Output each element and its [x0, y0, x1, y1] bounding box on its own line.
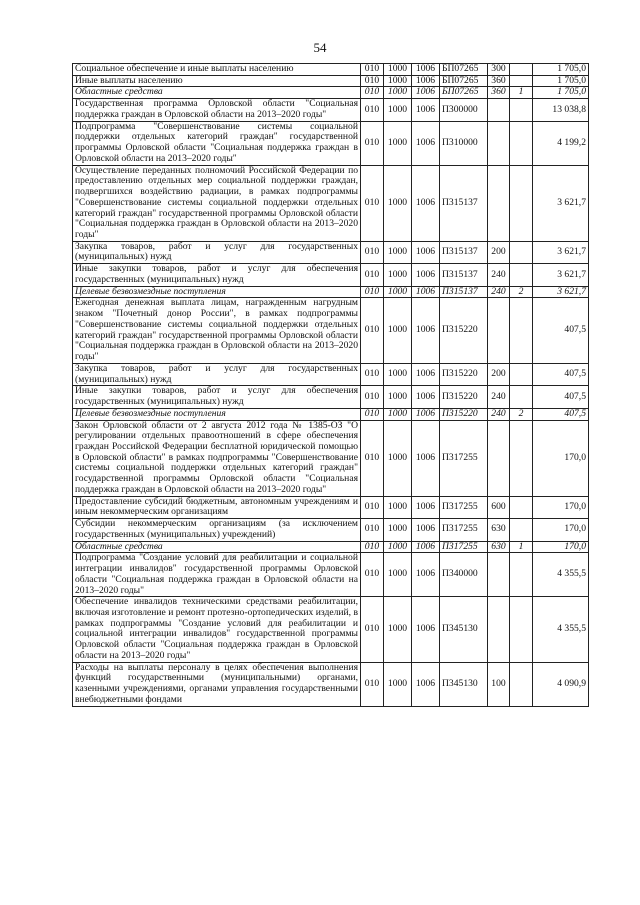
rz-code-cell: 010: [361, 386, 384, 408]
source-code-cell: [510, 264, 533, 286]
source-code-cell: 1: [510, 541, 533, 553]
source-code-cell: 2: [510, 286, 533, 298]
ps-code-cell: 1006: [412, 99, 440, 121]
pr-code-cell: 1000: [384, 386, 412, 408]
source-code-cell: [510, 420, 533, 496]
rz-code-cell: 010: [361, 264, 384, 286]
vr-code-cell: 240: [488, 408, 510, 420]
row-name-cell: Закупка товаров, работ и услуг для государственных (муниципальных) нужд: [73, 363, 361, 385]
source-code-cell: [510, 121, 533, 165]
rz-code-cell: 010: [361, 99, 384, 121]
csr-code-cell: П315137: [440, 286, 488, 298]
table-body: [73, 64, 589, 707]
csr-code-cell: П317255: [440, 519, 488, 541]
csr-code-cell: П310000: [440, 121, 488, 165]
source-code-cell: [510, 64, 533, 76]
rz-code-cell: 010: [361, 597, 384, 662]
table-row: [73, 87, 589, 99]
row-name-cell: Иные закупки товаров, работ и услуг для обеспечения государственных (муниципальных) нужд: [73, 386, 361, 408]
amount-cell: 1 705,0: [533, 64, 589, 76]
source-code-cell: [510, 597, 533, 662]
ps-code-cell: 1006: [412, 553, 440, 597]
ps-code-cell: 1006: [412, 264, 440, 286]
csr-code-cell: П315220: [440, 363, 488, 385]
csr-code-cell: П315220: [440, 386, 488, 408]
pr-code-cell: 1000: [384, 298, 412, 363]
amount-cell: 170,0: [533, 420, 589, 496]
row-name-cell: Социальное обеспечение и иные выплаты населению: [73, 64, 361, 76]
csr-code-cell: П315137: [440, 165, 488, 241]
table-row: [73, 662, 589, 706]
csr-code-cell: П317255: [440, 541, 488, 553]
table-row: [73, 363, 589, 385]
ps-code-cell: 1006: [412, 408, 440, 420]
table-row: [73, 408, 589, 420]
pr-code-cell: 1000: [384, 553, 412, 597]
source-code-cell: [510, 496, 533, 518]
vr-code-cell: 360: [488, 87, 510, 99]
vr-code-cell: [488, 597, 510, 662]
rz-code-cell: 010: [361, 298, 384, 363]
row-name-cell: Государственная программа Орловской области "Социальная поддержка граждан в Орловской области на 2013–2020 годы": [73, 99, 361, 121]
pr-code-cell: 1000: [384, 408, 412, 420]
amount-cell: 407,5: [533, 408, 589, 420]
pr-code-cell: 1000: [384, 597, 412, 662]
rz-code-cell: 010: [361, 363, 384, 385]
table-row: [73, 298, 589, 363]
source-code-cell: [510, 165, 533, 241]
ps-code-cell: 1006: [412, 363, 440, 385]
ps-code-cell: 1006: [412, 496, 440, 518]
source-code-cell: 1: [510, 87, 533, 99]
rz-code-cell: 010: [361, 553, 384, 597]
vr-code-cell: [488, 420, 510, 496]
amount-cell: 4 090,9: [533, 662, 589, 706]
table-row: [73, 597, 589, 662]
row-name-cell: Областные средства: [73, 87, 361, 99]
table-row: [73, 75, 589, 87]
table-row: [73, 496, 589, 518]
vr-code-cell: 630: [488, 541, 510, 553]
row-name-cell: Осуществление переданных полномочий Российской Федерации по предоставлению отдельных мер социальной поддержки граждан, подвергшихся воздействию радиации, в рамках подпрограммы "Совершенствование системы социальной поддержки отдельных категорий граждан" государственной программы Орловской области "Социальная поддержка граждан в Орловской области на 2013–2020 годы": [73, 165, 361, 241]
row-name-cell: Закон Орловской области от 2 августа 2012 года № 1385-ОЗ "О регулировании отдельных правоотношений в сфере обеспечения граждан Российской Федерации бесплатной юридической помощью в Орловской области" в рамках подпрограммы "Совершенствование системы социальной поддержки отдельных категорий граждан" государственной программы Орловской области "Социальная поддержка граждан в Орловской области на 2013–2020 годы": [73, 420, 361, 496]
amount-cell: 170,0: [533, 541, 589, 553]
table-row: [73, 121, 589, 165]
vr-code-cell: [488, 165, 510, 241]
ps-code-cell: 1006: [412, 75, 440, 87]
rz-code-cell: 010: [361, 165, 384, 241]
pr-code-cell: 1000: [384, 519, 412, 541]
vr-code-cell: 240: [488, 386, 510, 408]
ps-code-cell: 1006: [412, 286, 440, 298]
row-name-cell: Обеспечение инвалидов техническими средствами реабилитации, включая изготовление и ремонт протезно-ортопедических изделий, в рамках подпрограммы "Создание условий для реабилитации и социальной интеграции инвалидов" государственной программы Орловской области "Социальная поддержка граждан в Орловской области на 2013–2020 годы": [73, 597, 361, 662]
table-row: [73, 553, 589, 597]
row-name-cell: Подпрограмма "Создание условий для реабилитации и социальной интеграции инвалидов" государственной программы Орловской области "Социальная поддержка граждан в Орловской области на 2013–2020 годы": [73, 553, 361, 597]
amount-cell: 4 355,5: [533, 553, 589, 597]
rz-code-cell: 010: [361, 420, 384, 496]
amount-cell: 170,0: [533, 519, 589, 541]
amount-cell: 407,5: [533, 298, 589, 363]
ps-code-cell: 1006: [412, 662, 440, 706]
rz-code-cell: 010: [361, 87, 384, 99]
row-name-cell: Иные закупки товаров, работ и услуг для обеспечения государственных (муниципальных) нужд: [73, 264, 361, 286]
csr-code-cell: П340000: [440, 553, 488, 597]
pr-code-cell: 1000: [384, 165, 412, 241]
rz-code-cell: 010: [361, 121, 384, 165]
source-code-cell: [510, 553, 533, 597]
ps-code-cell: 1006: [412, 64, 440, 76]
vr-code-cell: 200: [488, 241, 510, 263]
rz-code-cell: 010: [361, 662, 384, 706]
table-row: [73, 165, 589, 241]
row-name-cell: Расходы на выплаты персоналу в целях обеспечения выполнения функций государственными (муниципальными) органами, казенными учреждениями, органами управления государственными внебюджетными фондами: [73, 662, 361, 706]
vr-code-cell: 240: [488, 286, 510, 298]
table-row: [73, 519, 589, 541]
source-code-cell: 2: [510, 408, 533, 420]
vr-code-cell: [488, 121, 510, 165]
row-name-cell: Областные средства: [73, 541, 361, 553]
source-code-cell: [510, 99, 533, 121]
ps-code-cell: 1006: [412, 87, 440, 99]
row-name-cell: Целевые безвозмездные поступления: [73, 408, 361, 420]
rz-code-cell: 010: [361, 408, 384, 420]
ps-code-cell: 1006: [412, 541, 440, 553]
csr-code-cell: П345130: [440, 597, 488, 662]
row-name-cell: Подпрограмма "Совершенствование системы социальной поддержки отдельных категорий граждан" государственной программы Орловской области "Социальная поддержка граждан в Орловской области на 2013–2020 годы": [73, 121, 361, 165]
vr-code-cell: 630: [488, 519, 510, 541]
amount-cell: 3 621,7: [533, 264, 589, 286]
vr-code-cell: 360: [488, 75, 510, 87]
ps-code-cell: 1006: [412, 165, 440, 241]
rz-code-cell: 010: [361, 241, 384, 263]
amount-cell: 407,5: [533, 386, 589, 408]
pr-code-cell: 1000: [384, 363, 412, 385]
vr-code-cell: [488, 298, 510, 363]
csr-code-cell: БП07265: [440, 87, 488, 99]
pr-code-cell: 1000: [384, 121, 412, 165]
amount-cell: 170,0: [533, 496, 589, 518]
pr-code-cell: 1000: [384, 662, 412, 706]
vr-code-cell: [488, 553, 510, 597]
amount-cell: 3 621,7: [533, 241, 589, 263]
table-row: [73, 286, 589, 298]
ps-code-cell: 1006: [412, 420, 440, 496]
pr-code-cell: 1000: [384, 87, 412, 99]
vr-code-cell: 240: [488, 264, 510, 286]
table-row: [73, 541, 589, 553]
table-row: [73, 386, 589, 408]
ps-code-cell: 1006: [412, 241, 440, 263]
source-code-cell: [510, 75, 533, 87]
amount-cell: 3 621,7: [533, 286, 589, 298]
page-number: 54: [313, 40, 327, 55]
csr-code-cell: БП07265: [440, 75, 488, 87]
source-code-cell: [510, 662, 533, 706]
vr-code-cell: [488, 99, 510, 121]
csr-code-cell: П345130: [440, 662, 488, 706]
ps-code-cell: 1006: [412, 121, 440, 165]
rz-code-cell: 010: [361, 541, 384, 553]
csr-code-cell: П315220: [440, 408, 488, 420]
pr-code-cell: 1000: [384, 241, 412, 263]
vr-code-cell: 600: [488, 496, 510, 518]
row-name-cell: Предоставление субсидий бюджетным, автономным учреждениям и иным некоммерческим организациям: [73, 496, 361, 518]
csr-code-cell: П315137: [440, 241, 488, 263]
ps-code-cell: 1006: [412, 519, 440, 541]
pr-code-cell: 1000: [384, 541, 412, 553]
ps-code-cell: 1006: [412, 597, 440, 662]
rz-code-cell: 010: [361, 286, 384, 298]
pr-code-cell: 1000: [384, 264, 412, 286]
source-code-cell: [510, 386, 533, 408]
amount-cell: 4 199,2: [533, 121, 589, 165]
row-name-cell: Закупка товаров, работ и услуг для государственных (муниципальных) нужд: [73, 241, 361, 263]
row-name-cell: Ежегодная денежная выплата лицам, награжденным нагрудным знаком "Почетный донор России", в рамках подпрограммы "Совершенствование системы социальной поддержки отдельных категорий граждан" государственной программы Орловской области "Социальная поддержка граждан в Орловской области на 2013–2020 годы": [73, 298, 361, 363]
amount-cell: 407,5: [533, 363, 589, 385]
pr-code-cell: 1000: [384, 99, 412, 121]
rz-code-cell: 010: [361, 64, 384, 76]
amount-cell: 13 038,8: [533, 99, 589, 121]
row-name-cell: Иные выплаты населению: [73, 75, 361, 87]
vr-code-cell: 100: [488, 662, 510, 706]
rz-code-cell: 010: [361, 519, 384, 541]
csr-code-cell: П315220: [440, 298, 488, 363]
csr-code-cell: П317255: [440, 420, 488, 496]
csr-code-cell: П300000: [440, 99, 488, 121]
csr-code-cell: П317255: [440, 496, 488, 518]
rz-code-cell: 010: [361, 496, 384, 518]
amount-cell: 1 705,0: [533, 75, 589, 87]
source-code-cell: [510, 241, 533, 263]
row-name-cell: Целевые безвозмездные поступления: [73, 286, 361, 298]
pr-code-cell: 1000: [384, 64, 412, 76]
ps-code-cell: 1006: [412, 386, 440, 408]
pr-code-cell: 1000: [384, 420, 412, 496]
source-code-cell: [510, 519, 533, 541]
row-name-cell: Субсидии некоммерческим организациям (за исключением государственных (муниципальных) учреждений): [73, 519, 361, 541]
rz-code-cell: 010: [361, 75, 384, 87]
table-row: [73, 64, 589, 76]
amount-cell: 1 705,0: [533, 87, 589, 99]
amount-cell: 4 355,5: [533, 597, 589, 662]
source-code-cell: [510, 363, 533, 385]
pr-code-cell: 1000: [384, 496, 412, 518]
budget-table: [72, 63, 589, 707]
source-code-cell: [510, 298, 533, 363]
table-row: [73, 420, 589, 496]
vr-code-cell: 300: [488, 64, 510, 76]
pr-code-cell: 1000: [384, 75, 412, 87]
ps-code-cell: 1006: [412, 298, 440, 363]
amount-cell: 3 621,7: [533, 165, 589, 241]
table-row: [73, 264, 589, 286]
pr-code-cell: 1000: [384, 286, 412, 298]
table-row: [73, 241, 589, 263]
csr-code-cell: БП07265: [440, 64, 488, 76]
csr-code-cell: П315137: [440, 264, 488, 286]
table-row: [73, 99, 589, 121]
vr-code-cell: 200: [488, 363, 510, 385]
